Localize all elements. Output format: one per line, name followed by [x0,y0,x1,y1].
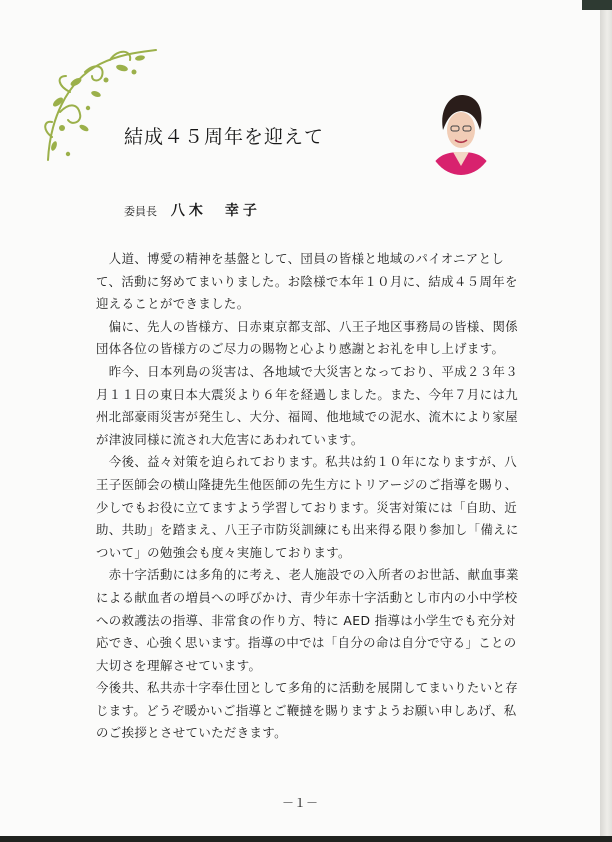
page-edge [600,0,612,842]
scan-corner-shadow [582,0,612,10]
author-role: 委員長 [124,205,157,218]
paragraph: 昨今、日本列島の災害は、各地域で大災害となっており、平成２３年３月１１日の東日本大震災より６年を経過しました。また、今年７月には九州北部豪雨災害が発生し、大分、福岡、他地域での泥水、流木により家屋が津波同様に流され大危害にあわれています。 [96,363,519,447]
page-title: 結成４５周年を迎えて [124,126,325,148]
page-number: －１－ [281,796,318,810]
author-name: 八木 幸子 [170,203,261,219]
paragraph: 偏に、先人の皆様方、日赤東京都支部、八王子地区事務局の皆様、関係団体各位の皆様方のご尽力の賜物と心より感謝とお礼を申し上げます。 [96,318,519,357]
author-byline [124,200,261,220]
paragraph: 今後、益々対策を迫られております。私共は約１０年になりますが、八王子医師会の横山隆捷先生他医師の先生方にトリアージのご指導を賜り、少しでもお役に立てますよう学習しております。災害対策には「自助、近助、共助」を踏まえ、八王子市防災訓練にも出来得る限り参加し「備えについて」の勉強会も度々実施しております。 [96,454,519,560]
author-portrait [425,86,497,176]
paragraph: 今後共、私共赤十字奉仕団として多角的に活動を展開してまいりたいと存じます。どうぞ暖かいご指導とご鞭撻を賜りますようお願い申しあげ、私のご挨拶とさせていただきます。 [96,680,519,741]
paragraph: 赤十字活動には多角的に考え、老人施設での入所者のお世話、献血事業による献血者の増員への呼びかけ、青少年赤十字活動とし市内の小中学校への救護法の指導、非常食の作り方、特に AED 指導は小学生でも充分対応でき、心強く思います。指導の中では「自分の命は自分で守る」ことの大切さを理解させています。 [96,567,519,673]
paragraph: 人道、博愛の精神を基盤として、団員の皆様と地域のパイオニアとして、活動に努めてまいりました。お陰様で本年１０月に、結成４５周年を迎えることができました。 [96,251,518,312]
body-text [96,248,526,745]
scan-bottom-shadow [0,836,612,842]
